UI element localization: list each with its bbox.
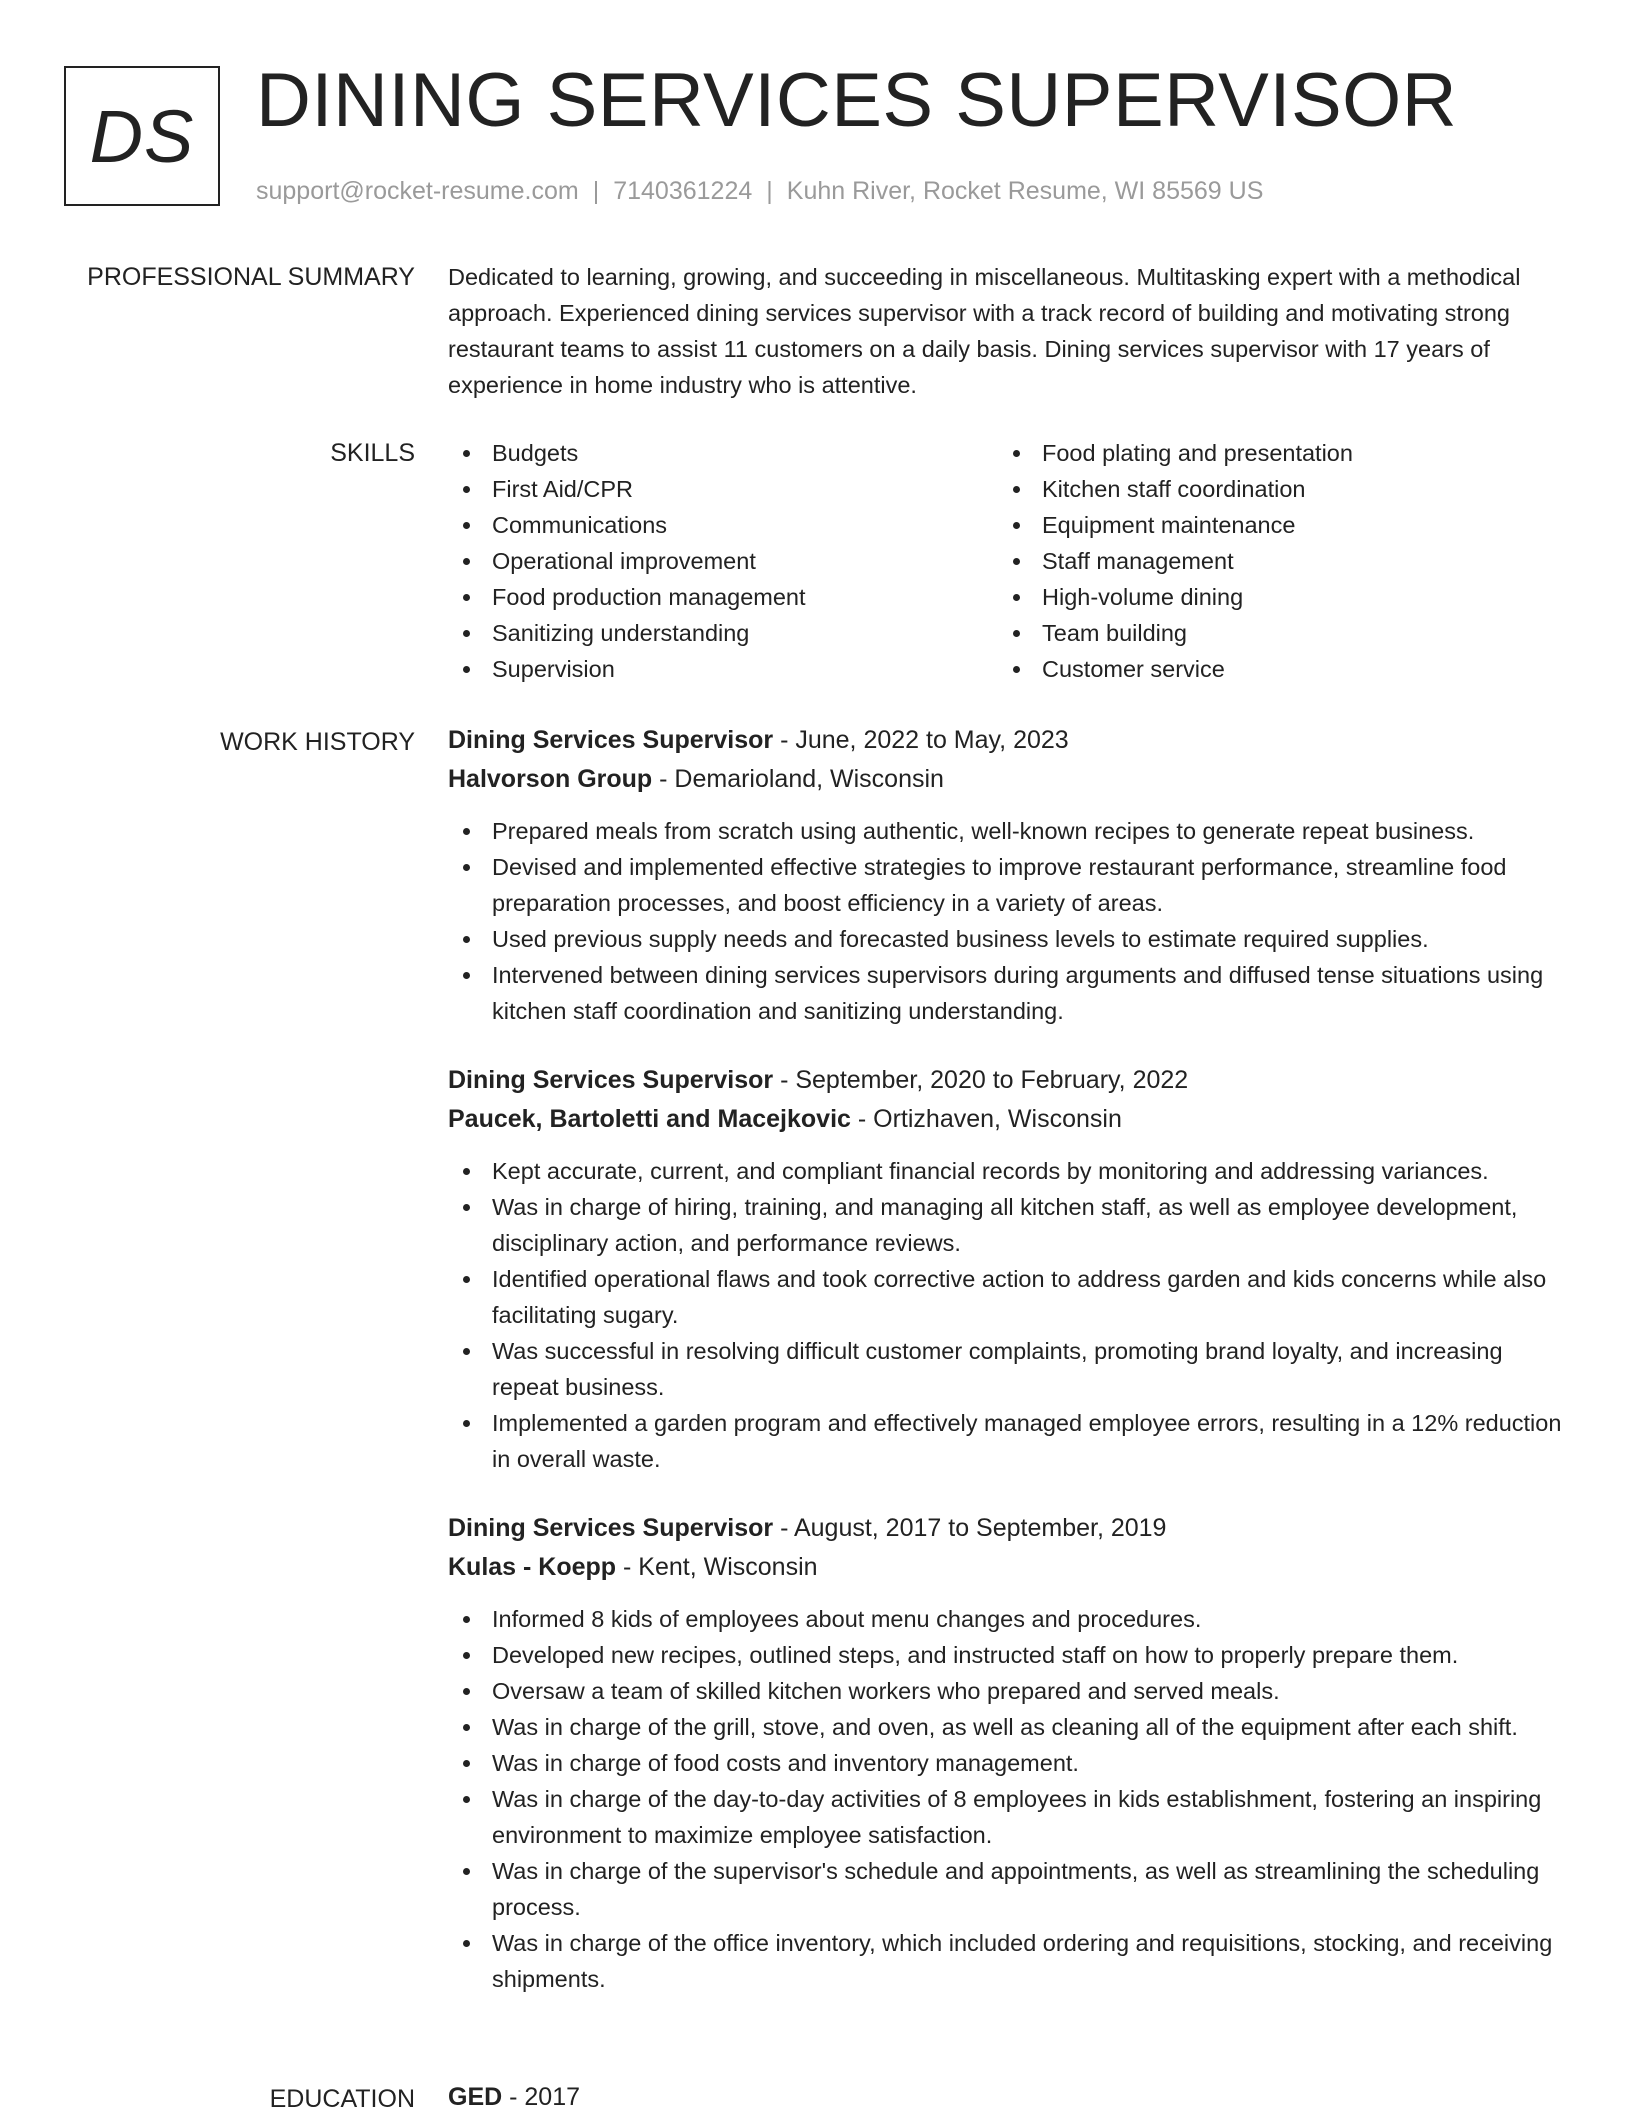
- skill-label: Budgets: [492, 440, 579, 466]
- job-bullet-text: Was in charge of food costs and inventory management.: [492, 1750, 1079, 1776]
- contact-email: support@rocket-resume.com: [256, 177, 579, 205]
- job-company-line: [448, 1548, 1568, 1587]
- contact-line: [256, 174, 1263, 208]
- job-bullet-list: [448, 1153, 1568, 1477]
- job-bullet-text: Was in charge of the grill, stove, and oven, as well as cleaning all of the equipment after each shift.: [492, 1714, 1518, 1740]
- skill-label: First Aid/CPR: [492, 476, 634, 502]
- job-location: - Demarioland, Wisconsin: [652, 765, 944, 793]
- bullet-dot: [463, 1616, 470, 1623]
- skill-item: [448, 543, 998, 579]
- bullet-dot: [1013, 450, 1020, 457]
- job-dates: - September, 2020 to February, 2022: [773, 1066, 1189, 1094]
- bullet-dot: [463, 1796, 470, 1803]
- job-bullet-text: Kept accurate, current, and compliant financial records by monitoring and addressing variances.: [492, 1158, 1489, 1184]
- education-degree: GED: [448, 2083, 503, 2111]
- bullet-dot: [1013, 558, 1020, 565]
- job-bullet: [448, 1261, 1568, 1333]
- skill-item: [448, 471, 998, 507]
- bullet-dot: [463, 450, 470, 457]
- job-company: Halvorson Group: [448, 765, 653, 793]
- job-bullet: [448, 1637, 1568, 1673]
- job-bullet-text: Prepared meals from scratch using authentic, well-known recipes to generate repeat business.: [492, 818, 1475, 844]
- job-title: Dining Services Supervisor: [448, 726, 774, 754]
- contact-phone: 7140361224: [613, 177, 753, 205]
- skill-item: [448, 651, 998, 687]
- job-bullet: [448, 813, 1568, 849]
- job-bullet: [448, 1601, 1568, 1637]
- bullet-dot: [1013, 630, 1020, 637]
- job-bullet-text: Identified operational flaws and took corrective action to address garden and kids concerns while also facilitating sugary.: [492, 1266, 1547, 1328]
- job-bullet-text: Was in charge of the day-to-day activities of 8 employees in kids establishment, fostering an inspiring environment to maximize employee satisfaction.: [492, 1786, 1542, 1848]
- skills-heading: SKILLS: [330, 439, 415, 467]
- job-bullet-text: Was successful in resolving difficult customer complaints, promoting brand loyalty, and increasing repeat business.: [492, 1338, 1503, 1400]
- bullet-dot: [463, 1688, 470, 1695]
- job-bullet: [448, 1925, 1568, 1997]
- skill-label: Operational improvement: [492, 548, 756, 574]
- job-title-line: [448, 1509, 1568, 1548]
- job-bullet-list: [448, 1601, 1568, 1997]
- bullet-dot: [1013, 486, 1020, 493]
- bullet-dot: [463, 1724, 470, 1731]
- job-bullet: [448, 849, 1568, 921]
- job-bullet-text: Was in charge of hiring, training, and managing all kitchen staff, as well as employee development, disciplinary action, and performance reviews.: [492, 1194, 1518, 1256]
- skill-item: [448, 615, 998, 651]
- bullet-dot: [1013, 666, 1020, 673]
- skill-label: Customer service: [1042, 656, 1225, 682]
- bullet-dot: [1013, 522, 1020, 529]
- job-bullet: [448, 1853, 1568, 1925]
- job-bullet-text: Devised and implemented effective strategies to improve restaurant performance, streamline food preparation processes, and boost efficiency in a variety of areas.: [492, 854, 1507, 916]
- job-bullet: [448, 1153, 1568, 1189]
- skill-item: [448, 579, 998, 615]
- skill-item: [998, 543, 1548, 579]
- job-bullet-list: [448, 813, 1568, 1029]
- education-body: [448, 2078, 1568, 2117]
- job-title-line: [448, 721, 1568, 760]
- skills-list-left: [448, 435, 998, 687]
- work-history-body: [448, 721, 1568, 2029]
- job-bullet: [448, 957, 1568, 1029]
- skill-item: [998, 579, 1548, 615]
- skill-label: Sanitizing understanding: [492, 620, 750, 646]
- skill-label: Communications: [492, 512, 668, 538]
- work-history-heading: WORK HISTORY: [220, 728, 415, 756]
- contact-separator: |: [592, 177, 600, 205]
- job-bullet: [448, 1673, 1568, 1709]
- skills-list-right: [998, 435, 1548, 687]
- skill-label: Equipment maintenance: [1042, 512, 1296, 538]
- monogram-initials: DS: [89, 94, 195, 178]
- job-bullet-text: Intervened between dining services supervisors during arguments and diffused tense situations using kitchen staff coordination and sanitizing understanding.: [492, 962, 1544, 1024]
- skill-label: Supervision: [492, 656, 615, 682]
- bullet-dot: [463, 1348, 470, 1355]
- bullet-dot: [463, 522, 470, 529]
- bullet-dot: [463, 666, 470, 673]
- job-title: Dining Services Supervisor: [448, 1066, 774, 1094]
- skill-item: [998, 507, 1548, 543]
- job-bullet: [448, 1333, 1568, 1405]
- bullet-dot: [463, 864, 470, 871]
- contact-separator: |: [766, 177, 773, 205]
- skill-label: High-volume dining: [1042, 584, 1244, 610]
- skill-label: Staff management: [1042, 548, 1234, 574]
- job-entry: [448, 1061, 1568, 1477]
- summary-heading: PROFESSIONAL SUMMARY: [87, 263, 415, 291]
- job-company: Paucek, Bartoletti and Macejkovic: [448, 1105, 851, 1133]
- skills-body: [448, 435, 1568, 687]
- skill-item: [998, 615, 1548, 651]
- summary-body: [448, 259, 1568, 403]
- skill-label: Kitchen staff coordination: [1042, 476, 1306, 502]
- resume-title: DINING SERVICES SUPERVISOR: [256, 58, 1458, 143]
- skill-item: [448, 435, 998, 471]
- job-bullet: [448, 1781, 1568, 1853]
- bullet-dot: [463, 972, 470, 979]
- job-bullet: [448, 921, 1568, 957]
- job-bullet: [448, 1745, 1568, 1781]
- job-location: - Ortizhaven, Wisconsin: [850, 1105, 1122, 1133]
- bullet-dot: [463, 558, 470, 565]
- skills-columns: [448, 435, 1568, 687]
- job-bullet-text: Used previous supply needs and forecasted business levels to estimate required supplies.: [492, 926, 1429, 952]
- skill-label: Team building: [1042, 620, 1188, 646]
- skill-item: [998, 471, 1548, 507]
- education-line: [448, 2078, 1568, 2117]
- bullet-dot: [463, 1760, 470, 1767]
- job-location: - Kent, Wisconsin: [616, 1553, 818, 1581]
- bullet-dot: [463, 1420, 470, 1427]
- job-title: Dining Services Supervisor: [448, 1514, 774, 1542]
- bullet-dot: [463, 1276, 470, 1283]
- skill-item: [998, 651, 1548, 687]
- bullet-dot: [463, 1168, 470, 1175]
- bullet-dot: [1013, 594, 1020, 601]
- bullet-dot: [463, 1940, 470, 1947]
- job-company-line: [448, 760, 1568, 799]
- job-bullet: [448, 1189, 1568, 1261]
- job-bullet-text: Informed 8 kids of employees about menu changes and procedures.: [492, 1606, 1202, 1632]
- job-bullet-text: Was in charge of the office inventory, which included ordering and requisitions, stocking, and receiving shipments.: [492, 1930, 1553, 1992]
- bullet-dot: [463, 594, 470, 601]
- skill-label: Food plating and presentation: [1042, 440, 1353, 466]
- bullet-dot: [463, 1868, 470, 1875]
- education-heading: EDUCATION: [269, 2085, 415, 2113]
- job-bullet: [448, 1405, 1568, 1477]
- monogram-box: [64, 66, 220, 206]
- education-year: - 2017: [502, 2083, 581, 2111]
- contact-address: Kuhn River, Rocket Resume, WI 85569 US: [786, 177, 1264, 205]
- bullet-dot: [463, 486, 470, 493]
- job-bullet-text: Developed new recipes, outlined steps, and instructed staff on how to properly prepare them.: [492, 1642, 1459, 1668]
- job-bullet-text: Implemented a garden program and effectively managed employee errors, resulting in a 12% reduction in overall waste.: [492, 1410, 1562, 1472]
- summary-text: Dedicated to learning, growing, and succeeding in miscellaneous. Multitasking expert with a methodical approach. Experienced dining services supervisor with a track record of building and motivating strong restaurant teams to assist 11 customers on a daily basis. Dining services supervisor with 17 years of experience in home industry who is attentive.: [448, 264, 1521, 398]
- bullet-dot: [463, 936, 470, 943]
- job-company: Kulas - Koepp: [448, 1553, 617, 1581]
- job-bullet: [448, 1709, 1568, 1745]
- job-entry: [448, 1509, 1568, 1997]
- job-bullet-text: Was in charge of the supervisor's schedule and appointments, as well as streamlining the scheduling process.: [492, 1858, 1540, 1920]
- skill-item: [448, 507, 998, 543]
- job-title-line: [448, 1061, 1568, 1100]
- bullet-dot: [463, 828, 470, 835]
- bullet-dot: [463, 1652, 470, 1659]
- skill-label: Food production management: [492, 584, 806, 610]
- job-bullet-text: Oversaw a team of skilled kitchen workers who prepared and served meals.: [492, 1678, 1280, 1704]
- bullet-dot: [463, 630, 470, 637]
- bullet-dot: [463, 1204, 470, 1211]
- job-entry: [448, 721, 1568, 1029]
- job-dates: - August, 2017 to September, 2019: [773, 1514, 1167, 1542]
- job-dates: - June, 2022 to May, 2023: [773, 726, 1069, 754]
- skill-item: [998, 435, 1548, 471]
- job-company-line: [448, 1100, 1568, 1139]
